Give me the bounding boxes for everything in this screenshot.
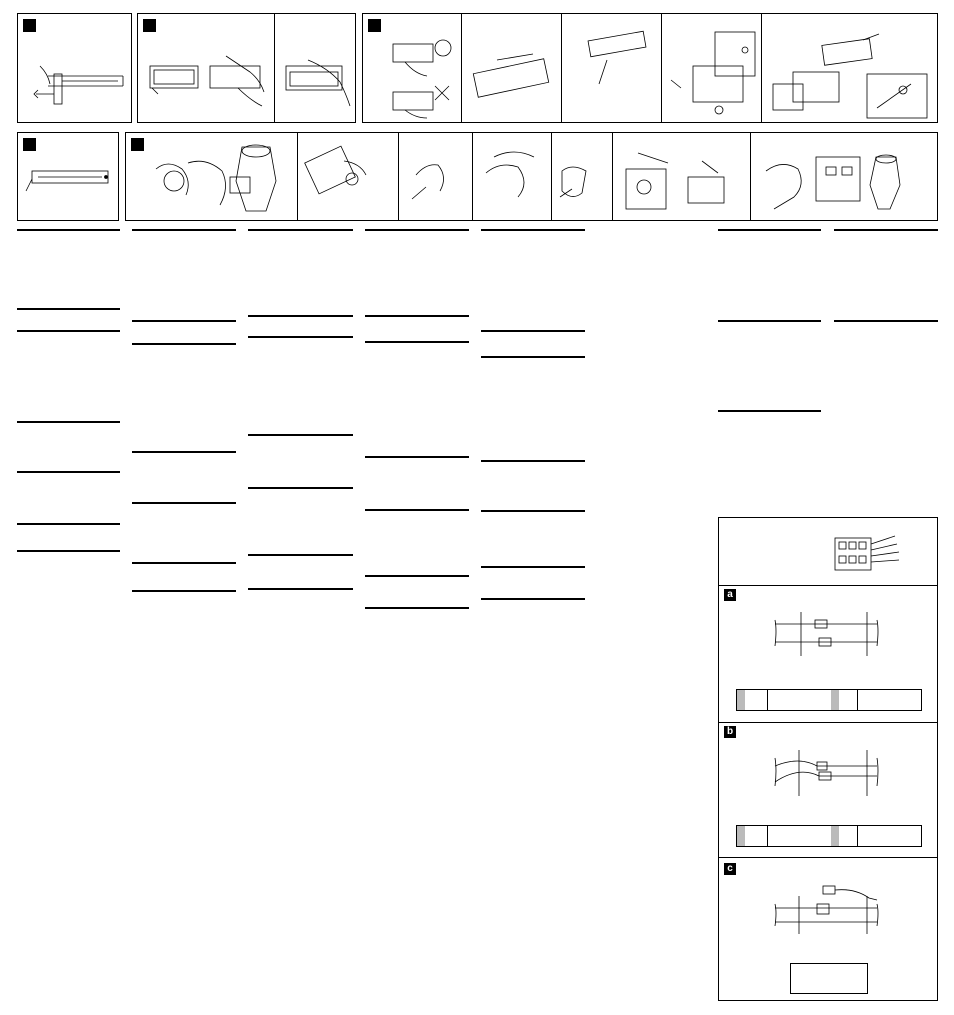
section-b-label: b	[724, 726, 736, 738]
section-rule	[17, 229, 120, 231]
wire-table-b	[736, 825, 922, 847]
wiring-diagram-a	[719, 606, 939, 676]
section-rule	[248, 315, 353, 317]
section-rule	[718, 229, 821, 231]
section-rule	[132, 562, 236, 564]
figure-panel-4	[17, 132, 119, 221]
section-rule	[248, 336, 353, 338]
wiring-diagram-b	[719, 746, 939, 816]
section-rule	[481, 330, 585, 332]
section-rule	[132, 343, 236, 345]
section-rule	[365, 315, 469, 317]
section-rule	[248, 229, 353, 231]
illustration-installation-steps	[363, 14, 939, 124]
section-rule	[17, 308, 120, 310]
section-rule	[132, 320, 236, 322]
section-rule	[718, 410, 821, 412]
figure-panel-1	[17, 13, 132, 123]
section-rule	[481, 566, 585, 568]
illustration-detach-front-panel	[138, 14, 357, 124]
section-rule	[248, 554, 353, 556]
section-rule	[17, 421, 120, 423]
section-rule	[365, 341, 469, 343]
section-rule	[17, 471, 120, 473]
section-rule	[132, 229, 236, 231]
wiring-diagram-c	[719, 878, 939, 948]
illustration-front-panel-closed	[18, 133, 120, 222]
section-rule	[834, 229, 938, 231]
section-rule	[365, 229, 469, 231]
section-rule	[365, 607, 469, 609]
note-box-c	[790, 963, 868, 994]
section-rule	[17, 550, 120, 552]
wire-table-a	[736, 689, 922, 711]
ok-circle-icon	[435, 40, 451, 56]
figure-panel-5	[125, 132, 938, 221]
section-rule	[17, 330, 120, 332]
screw-icon	[742, 47, 748, 53]
section-rule	[248, 487, 353, 489]
section-rule	[481, 598, 585, 600]
section-rule	[132, 590, 236, 592]
section-rule	[718, 320, 821, 322]
connection-diagram-panel	[718, 517, 938, 1001]
figure-panel-3	[362, 13, 938, 123]
section-c-label: c	[724, 863, 736, 875]
section-rule	[365, 575, 469, 577]
harness-connector-icon	[719, 518, 939, 588]
section-rule	[132, 451, 236, 453]
section-rule	[481, 510, 585, 512]
section-rule	[481, 229, 585, 231]
section-rule	[248, 588, 353, 590]
section-rule	[834, 320, 938, 322]
illustration-front-panel-alignment	[18, 14, 133, 124]
section-rule	[132, 502, 236, 504]
illustration-remote-mounting-steps	[126, 133, 939, 222]
section-rule	[481, 460, 585, 462]
no-cross-icon	[435, 86, 449, 100]
figure-panel-2	[137, 13, 356, 123]
section-rule	[365, 456, 469, 458]
section-a-label: a	[724, 589, 736, 601]
section-rule	[481, 356, 585, 358]
section-rule	[365, 509, 469, 511]
section-rule	[17, 523, 120, 525]
section-rule	[248, 434, 353, 436]
